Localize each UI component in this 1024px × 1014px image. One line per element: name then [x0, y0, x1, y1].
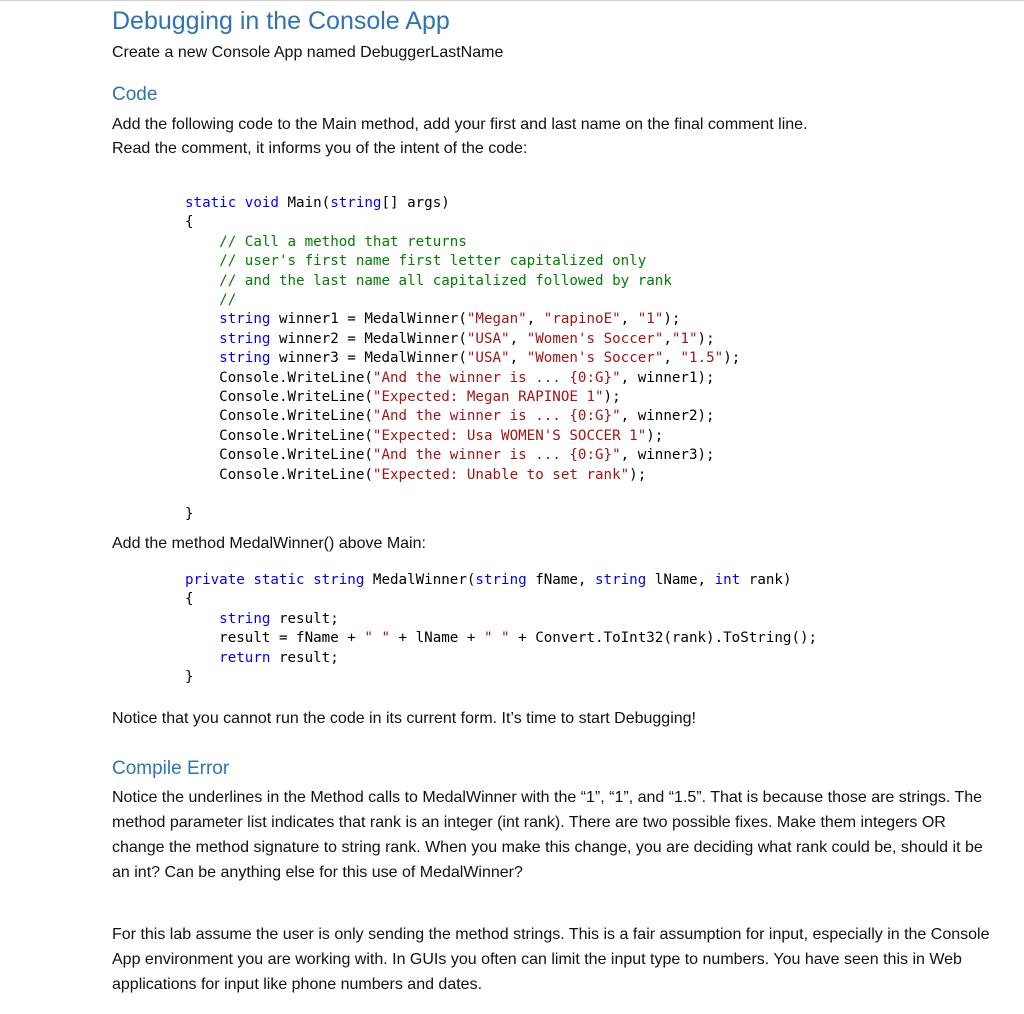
code-text — [185, 273, 219, 289]
code-line — [185, 331, 715, 347]
code-text: , — [663, 330, 672, 347]
code-string: "1" — [637, 311, 664, 328]
code-line — [185, 428, 663, 444]
code-text: Console.WriteLine( — [185, 427, 373, 444]
method-intro-text: Add the method MedalWinner() above Main: — [112, 535, 426, 552]
code-line — [185, 669, 194, 685]
code-text: ); — [723, 350, 741, 367]
code-text: result; — [270, 610, 339, 627]
code-line — [185, 611, 339, 627]
main-method-code-block — [185, 194, 740, 524]
page-title: Debugging in the Console App — [112, 7, 450, 35]
code-string: "Expected: Megan RAPINOE 1" — [372, 389, 604, 406]
code-string: "Women's Soccer" — [526, 330, 664, 347]
code-keyword: string — [219, 610, 271, 627]
medalwinner-method-code-block — [185, 571, 817, 687]
code-text: + Convert.ToInt32(rank).ToString(); — [509, 630, 818, 647]
code-string: "USA" — [466, 330, 510, 347]
code-comment: // — [219, 292, 237, 309]
code-text: [] args) — [381, 195, 450, 211]
code-keyword: string — [219, 350, 271, 367]
code-text: + lName + — [390, 630, 484, 647]
code-line — [185, 506, 194, 522]
code-text — [185, 311, 219, 327]
code-keyword: string — [595, 572, 647, 588]
code-line — [185, 273, 672, 289]
code-text: Console.WriteLine( — [185, 369, 373, 386]
code-string: "Expected: Usa WOMEN'S SOCCER 1" — [372, 427, 647, 444]
code-text: Console.WriteLine( — [185, 447, 373, 464]
code-line — [185, 195, 450, 211]
code-line — [185, 467, 646, 483]
code-keyword: string — [219, 330, 271, 347]
code-line — [185, 630, 817, 646]
code-line — [185, 591, 194, 607]
page-subtitle: Create a new Console App named DebuggerLastName — [112, 44, 504, 61]
code-keyword: private static string — [185, 572, 373, 588]
code-comment: // Call a method that returns — [219, 233, 467, 250]
compile-error-paragraph-2: For this lab assume the user is only sending the method strings. This is a fair assumption for input, especially in the Console App environment you are working with. In GUIs you often can limit the input type to numbers. You have seen this in Web applications for input like phone numbers and dates. — [112, 926, 990, 993]
code-line — [185, 253, 646, 269]
code-keyword: string — [219, 311, 271, 328]
code-text: Main( — [287, 195, 331, 211]
code-string: " " — [483, 630, 510, 647]
code-line — [185, 350, 740, 366]
code-text — [185, 611, 219, 627]
code-string: "1.5" — [680, 350, 724, 367]
code-text: MedalWinner( — [372, 572, 476, 588]
code-text: result = fName + — [185, 630, 365, 647]
notice-text: Notice that you cannot run the code in its current form. It’s time to start Debugging! — [112, 710, 696, 727]
code-text: ); — [663, 311, 681, 328]
code-line — [185, 292, 236, 308]
code-text: , — [509, 330, 527, 347]
compile-error-paragraph-1: Notice the underlines in the Method calls to MedalWinner with the “1”, “1”, and “1.5”. That is because those are strings. The method parameter list indicates that rank is an integer (int rank). There are two possible fixes. Make them integers OR change the method signature to string rank. When you make this change, you are deciding what rank could be, should it be an int? Can be anything else for this use of MedalWinner? — [112, 789, 983, 881]
code-keyword: return — [219, 649, 271, 666]
code-text — [185, 350, 219, 366]
code-section-heading: Code — [112, 84, 158, 105]
code-text: Console.WriteLine( — [185, 466, 373, 483]
code-string: "And the winner is ... {0:G}" — [372, 408, 621, 425]
page-top-rule — [0, 0, 1024, 1]
code-text — [185, 331, 219, 347]
code-line — [185, 370, 715, 386]
code-text: fName, — [526, 572, 596, 588]
code-text: ); — [629, 466, 647, 483]
code-text: ); — [697, 330, 715, 347]
code-intro-line-2: Read the comment, it informs you of the intent of the code: — [112, 140, 528, 157]
code-text: { — [185, 591, 194, 608]
code-line — [185, 214, 194, 230]
code-text: rank) — [740, 572, 792, 588]
code-text: lName, — [646, 572, 715, 588]
code-text: ); — [646, 427, 664, 444]
code-line — [185, 389, 621, 405]
code-string: "And the winner is ... {0:G}" — [372, 369, 621, 386]
code-text — [185, 253, 219, 269]
code-string: "rapinoE" — [543, 311, 621, 328]
code-text: { — [185, 214, 194, 231]
code-text: result; — [270, 649, 339, 666]
code-string: "Women's Soccer" — [526, 350, 664, 367]
code-text: ); — [603, 389, 621, 406]
code-keyword: int — [714, 572, 741, 588]
code-string: "And the winner is ... {0:G}" — [372, 447, 621, 464]
compile-error-heading: Compile Error — [112, 758, 230, 779]
code-line — [185, 311, 680, 327]
code-string: "USA" — [466, 350, 510, 367]
code-text: , winner3); — [620, 447, 715, 464]
code-text: Console.WriteLine( — [185, 408, 373, 425]
code-line — [185, 572, 791, 588]
code-text: , winner1); — [620, 369, 715, 386]
code-comment: // user's first name first letter capitalized only — [219, 253, 647, 270]
code-keyword: static void — [185, 195, 288, 211]
code-text: winner2 = MedalWinner( — [270, 330, 467, 347]
code-string: " " — [364, 630, 390, 647]
code-text: winner3 = MedalWinner( — [270, 350, 467, 367]
code-intro-line-1: Add the following code to the Main method, add your first and last name on the final comment line. — [112, 116, 808, 133]
code-keyword: string — [330, 195, 382, 211]
code-line — [185, 234, 467, 250]
code-text: winner1 = MedalWinner( — [270, 311, 467, 328]
code-text: , — [663, 350, 681, 367]
code-line — [185, 408, 715, 424]
code-text: , — [620, 311, 638, 328]
code-string: "Megan" — [466, 311, 527, 328]
code-comment: // and the last name all capitalized followed by rank — [219, 272, 672, 289]
code-text — [185, 650, 219, 666]
code-text: , winner2); — [620, 408, 715, 425]
code-text: Console.WriteLine( — [185, 389, 373, 406]
code-text: , — [526, 311, 544, 328]
code-text — [185, 234, 219, 250]
code-text: } — [185, 505, 194, 522]
code-string: "Expected: Unable to set rank" — [372, 466, 630, 483]
code-text: } — [185, 669, 194, 686]
code-string: "1" — [671, 330, 698, 347]
code-keyword: string — [475, 572, 527, 588]
code-line — [185, 650, 339, 666]
code-line — [185, 447, 715, 463]
code-text — [185, 292, 219, 308]
code-text: , — [509, 350, 527, 367]
